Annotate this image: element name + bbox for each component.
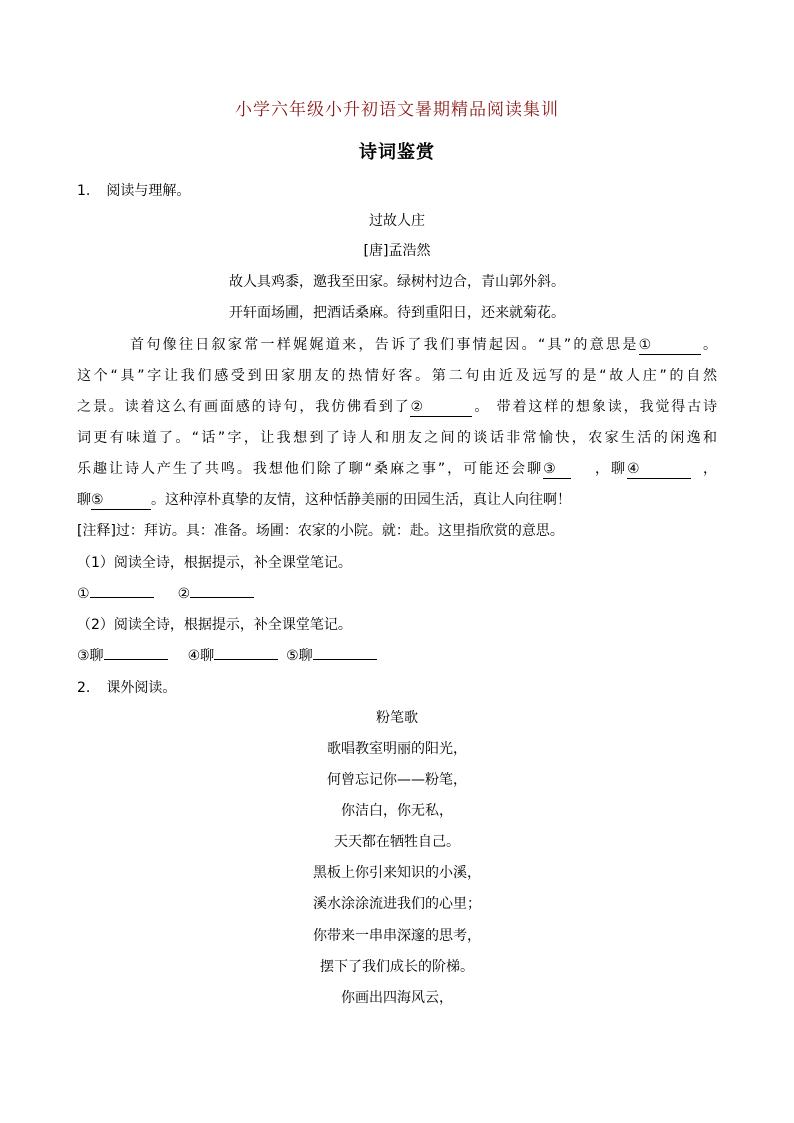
poem-author: [唐]孟浩然 xyxy=(363,243,431,259)
sub-question-1-prompt: （1）阅读全诗，根据提示，补全课堂笔记。 xyxy=(77,555,352,571)
blank-2: ② xyxy=(410,399,472,417)
poem-line: 开轩面场圃，把酒话桑麻。待到重阳日，还来就菊花。 xyxy=(229,305,565,321)
passage-line: 聊⑤ 。这种淳朴真挚的友情，这种恬静美丽的田园生活，真让人向往啊！ xyxy=(77,492,571,508)
answer-blank-2[interactable] xyxy=(190,597,254,598)
question-number: 2. xyxy=(77,680,91,696)
annotation-note: [注释]过：拜访。具：准备。场圃：农家的小院。就：赴。这里指欣赏的意思。 xyxy=(77,523,564,539)
passage-line: 之景。读着这么有画面感的诗句，我仿佛看到了② 。 带着这样的想象读，我觉得古诗 xyxy=(77,399,718,415)
poem-line: 溪水涂涂流进我们的心里； xyxy=(313,896,481,912)
poem-line: 何曾忘记你——粉笔， xyxy=(327,772,467,788)
passage-line: 乐趣让诗人产生了共鸣。我想他们除了聊“桑麻之事”，可能还会聊③ ，聊④ ， xyxy=(77,461,718,477)
sub-question-2-prompt: （2）阅读全诗，根据提示，补全课堂笔记。 xyxy=(77,617,352,633)
blank-1: ① xyxy=(639,337,701,355)
blank-3: ③ xyxy=(543,461,571,479)
answer-blank-3[interactable] xyxy=(104,659,168,660)
poem-line: 你洁白，你无私， xyxy=(341,803,453,819)
poem-line: 天天都在牺牲自己。 xyxy=(334,834,460,850)
sub-question-2-answers: ③聊 ④聊 ⑤聊 xyxy=(77,646,377,666)
sub-question-1-answers: ① ② xyxy=(77,584,254,604)
poem-title: 过故人庄 xyxy=(369,213,425,229)
question-number: 1. xyxy=(77,183,91,199)
blank-4: ④ xyxy=(627,461,691,479)
answer-blank-4[interactable] xyxy=(214,659,278,660)
poem-line: 你带来一串串深邃的思考， xyxy=(313,928,481,944)
section-title: 诗词鉴赏 xyxy=(359,142,435,163)
passage-line: 这个“具”字让我们感受到田家朋友的热情好客。第二句由近及远写的是“故人庄”的自然 xyxy=(77,368,717,384)
answer-blank-5[interactable] xyxy=(313,659,377,660)
passage-line: 词更有味道了。“话”字，让我想到了诗人和朋友之间的谈话非常愉快，农家生活的闲逸和 xyxy=(77,430,717,446)
question-instruction: 课外阅读。 xyxy=(106,680,177,696)
poem-line: 歌唱教室明丽的阳光， xyxy=(327,741,467,757)
answer-blank-1[interactable] xyxy=(90,597,154,598)
blank-5: ⑤ xyxy=(91,492,151,510)
poem-line: 故人具鸡黍，邀我至田家。绿树村边合，青山郭外斜。 xyxy=(229,274,565,290)
poem-line: 摆下了我们成长的阶梯。 xyxy=(320,959,474,975)
poem-line: 你画出四海风云， xyxy=(341,990,453,1006)
poem-title: 粉笔歌 xyxy=(376,710,418,726)
question-2-header xyxy=(77,678,176,698)
page-title: 小学六年级小升初语文暑期精品阅读集训 xyxy=(235,100,559,120)
passage-line: 首句像往日叙家常一样娓娓道来，告诉了我们事情起因。“具”的意思是① 。 xyxy=(130,337,717,353)
question-1-header xyxy=(77,181,190,201)
poem-line: 黑板上你引来知识的小溪， xyxy=(313,865,481,881)
question-instruction: 阅读与理解。 xyxy=(106,183,191,199)
